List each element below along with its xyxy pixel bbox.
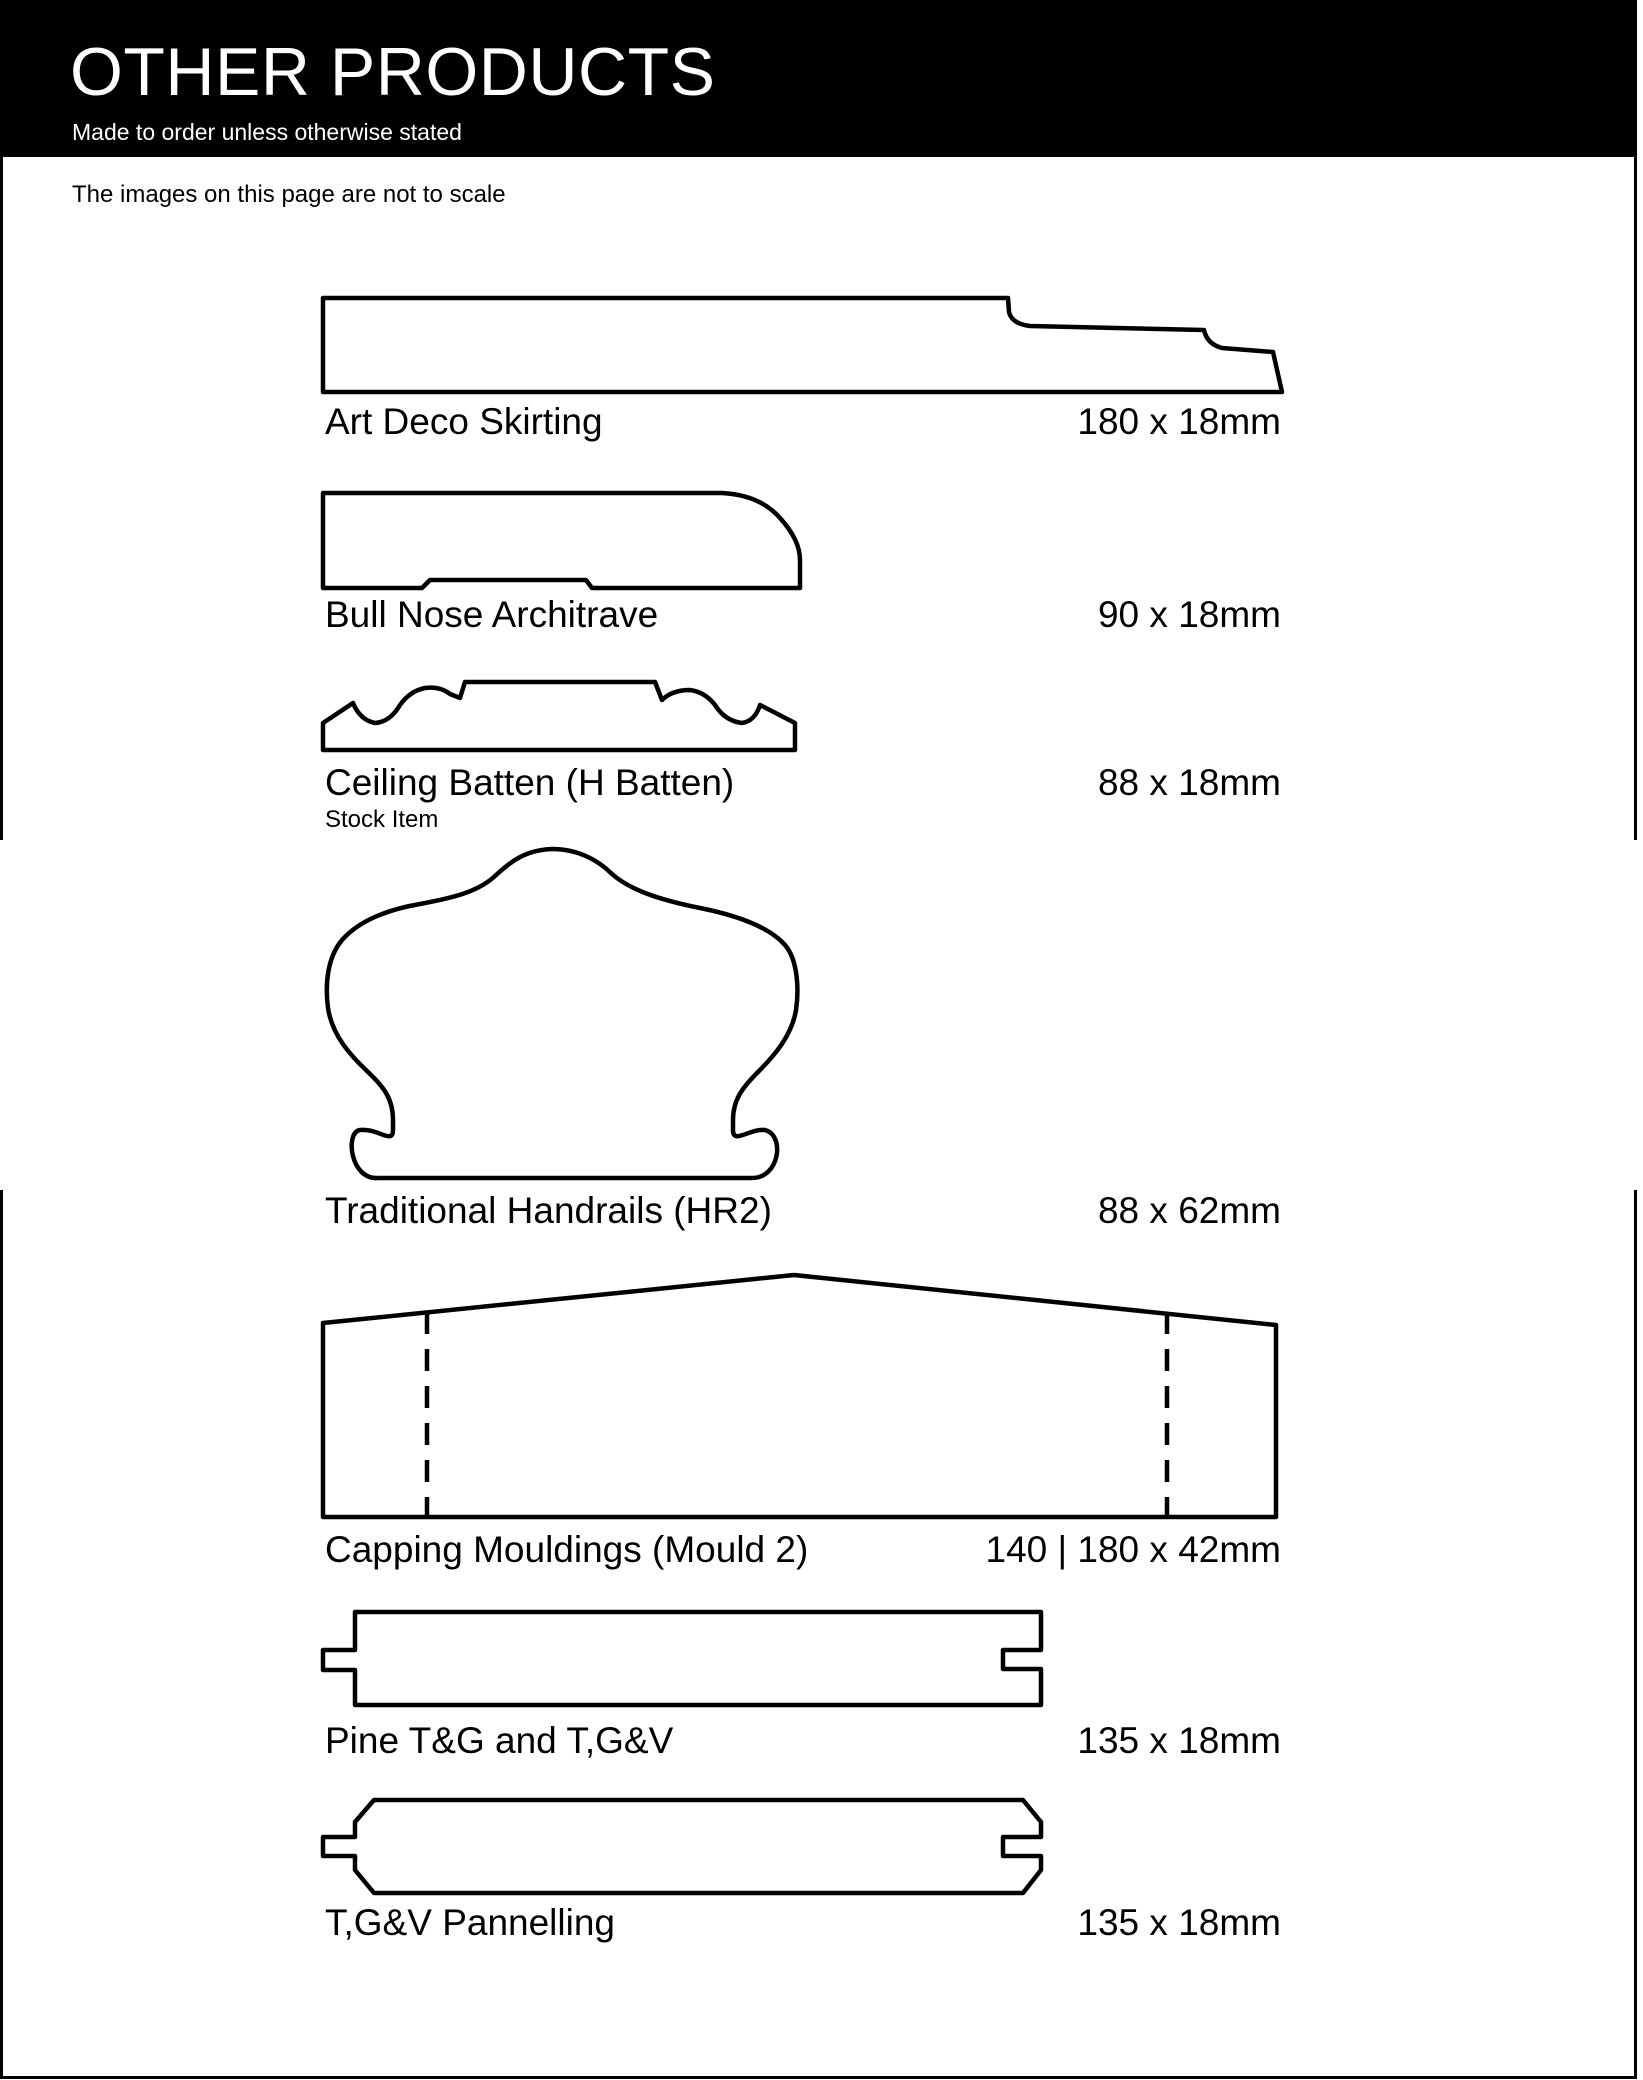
product-name-5: Capping Mouldings (Mould 2) bbox=[325, 1529, 809, 1570]
page-title: OTHER PRODUCTS bbox=[70, 34, 716, 110]
product-size-4: 88 x 62mm bbox=[1097, 1190, 1281, 1231]
product-size-3: 88 x 18mm bbox=[1097, 762, 1281, 803]
product-size-5: 140 | 180 x 42mm bbox=[985, 1529, 1281, 1570]
product-name-7: T,G&V Pannelling bbox=[325, 1902, 616, 1943]
product-name-3: Ceiling Batten (H Batten) bbox=[325, 762, 735, 803]
page-subtitle: Made to order unless otherwise stated bbox=[72, 119, 462, 145]
capping-moulding-profile bbox=[323, 1275, 1276, 1517]
product-name-2: Bull Nose Architrave bbox=[325, 594, 659, 635]
product-size-2: 90 x 18mm bbox=[1097, 594, 1281, 635]
product-name-1: Art Deco Skirting bbox=[325, 401, 603, 442]
pine-tg-profile bbox=[323, 1612, 1041, 1705]
product-size-6: 135 x 18mm bbox=[1077, 1720, 1281, 1761]
stock-item-note: Stock Item bbox=[325, 806, 439, 833]
tgv-panelling-profile bbox=[323, 1800, 1041, 1893]
scale-note: The images on this page are not to scale bbox=[72, 181, 506, 208]
product-name-6: Pine T&G and T,G&V bbox=[325, 1720, 674, 1761]
product-size-7: 135 x 18mm bbox=[1077, 1902, 1281, 1943]
product-size-1: 180 x 18mm bbox=[1077, 401, 1281, 442]
product-name-4: Traditional Handrails (HR2) bbox=[325, 1190, 772, 1231]
